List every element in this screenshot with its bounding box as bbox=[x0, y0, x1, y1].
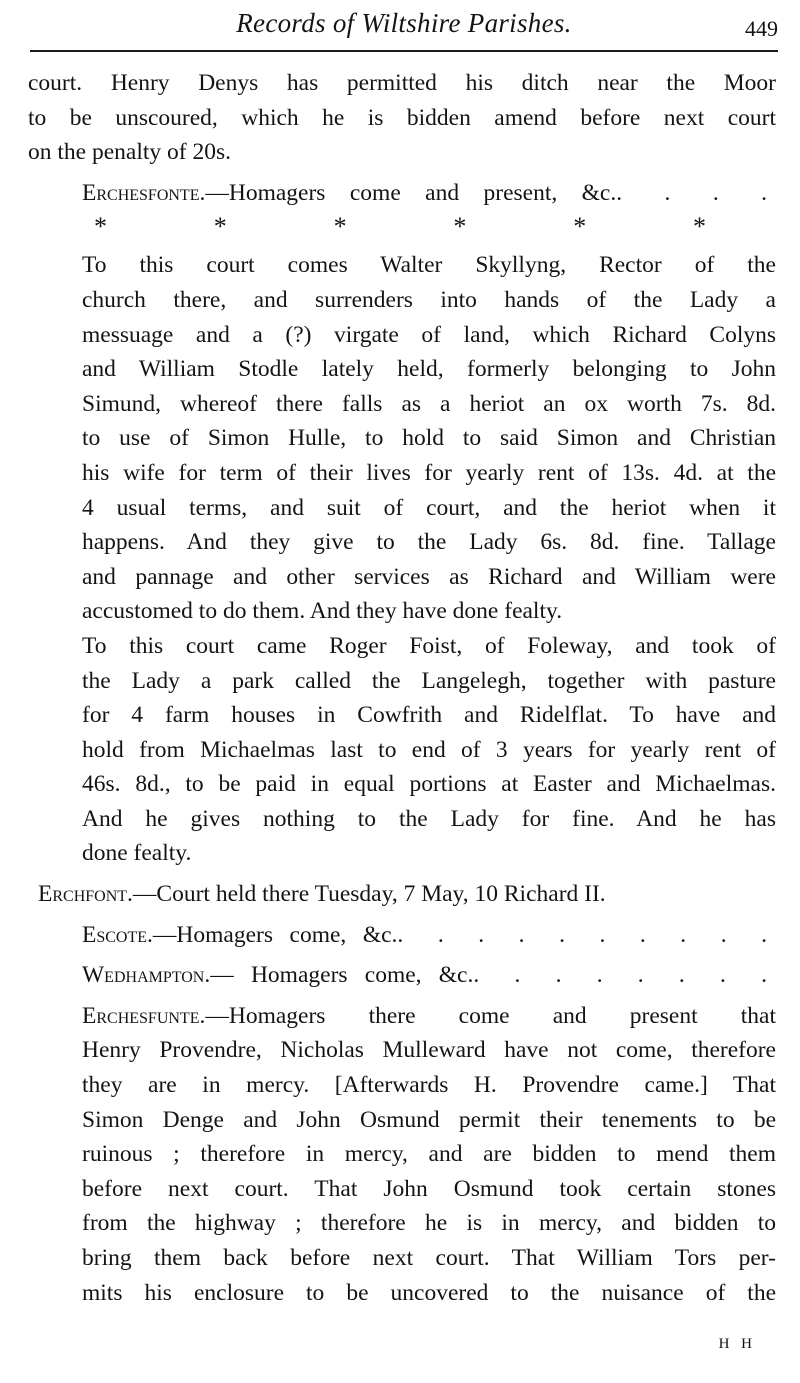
text-line: his wife for term of their lives for yearly rent of 13s. 4d. at the bbox=[82, 459, 776, 486]
place-name: Escote. bbox=[82, 921, 153, 948]
text-line bbox=[28, 958, 776, 993]
page-body bbox=[28, 66, 776, 1310]
paragraph-skyllyng-surrender bbox=[28, 248, 776, 629]
place-name: Wedhampton. bbox=[82, 962, 211, 989]
entry-text: — Homagers come, &c. bbox=[210, 962, 474, 989]
text-line: they are in mercy. [Afterwards H. Provendre came.] That bbox=[82, 1072, 776, 1099]
text-line: To this court comes Walter Skyllyng, Rector of the bbox=[82, 252, 776, 279]
text-line: And he gives nothing to the Lady for fine. And he has bbox=[82, 805, 776, 832]
text-line: for 4 farm houses in Cowfrith and Ridelflat. To have and bbox=[82, 702, 776, 729]
page-number: 449 bbox=[745, 16, 778, 41]
asterisk: * bbox=[213, 212, 227, 242]
text-line: 4 usual terms, and suit of court, and the heriot when it bbox=[82, 494, 776, 521]
paragraph-foist-park bbox=[28, 629, 776, 871]
header-rule bbox=[30, 50, 778, 52]
asterisk: * bbox=[94, 212, 107, 242]
paragraph-erchesfunte bbox=[28, 999, 776, 1310]
running-title: Records of Wiltshire Parishes. bbox=[236, 8, 572, 38]
paragraph-erchesfonte bbox=[28, 176, 776, 211]
entry-text: —Homagers there come and present that bbox=[205, 1002, 776, 1029]
asterisk: * bbox=[453, 212, 467, 242]
asterisk: * bbox=[573, 212, 587, 242]
leader-dots: . . . . . . . . bbox=[473, 962, 776, 989]
text-line: and pannage and other services as Richard and William were bbox=[82, 563, 776, 590]
place-name: Erchfont. bbox=[38, 881, 133, 908]
asterisk: * bbox=[692, 212, 706, 242]
paragraph-escote bbox=[28, 918, 776, 953]
place-name: Erchesfunte. bbox=[82, 1002, 206, 1029]
place-name: Erchesfonte. bbox=[82, 179, 206, 206]
text-line: to use of Simon Hulle, to hold to said Simon and Christian bbox=[82, 425, 776, 452]
text-line: accustomed to do them. And they have done fealty. bbox=[82, 598, 563, 625]
page-header bbox=[30, 6, 778, 46]
text-line: ruinous ; therefore in mercy, and are bidden to mend them bbox=[82, 1141, 776, 1168]
leader-dots: . . . . . . . . . . bbox=[397, 921, 777, 948]
text-line: from the highway ; therefore he is in mercy, and bidden to bbox=[82, 1210, 776, 1237]
text-line: hold from Michaelmas last to end of 3 years for yearly rent of bbox=[82, 736, 776, 763]
signature-mark: H H bbox=[718, 1336, 756, 1352]
text-line bbox=[28, 918, 776, 953]
text-line: done fealty. bbox=[82, 840, 192, 867]
text-line bbox=[28, 176, 776, 211]
text-line bbox=[28, 877, 776, 912]
text-line bbox=[28, 999, 776, 1034]
paragraph-erchfont-court bbox=[28, 877, 776, 912]
text-line: Simon Denge and John Osmund permit their tenements to be bbox=[82, 1106, 776, 1133]
asterisk: * bbox=[333, 212, 347, 242]
text-line: Henry Provendre, Nicholas Mulleward have not come, therefore bbox=[82, 1037, 776, 1064]
text-line: court. Henry Denys has permitted his ditch near the Moor bbox=[28, 70, 776, 96]
text-line: bring them back before next court. That William Tors per- bbox=[82, 1245, 776, 1271]
text-line: to be unscoured, which he is bidden amend before next court bbox=[28, 104, 776, 131]
section-break-asterisks bbox=[28, 210, 776, 244]
text-line: messuage and a (?) virgate of land, which Richard Colyns bbox=[82, 321, 776, 348]
paragraph-wedhampton bbox=[28, 958, 776, 993]
entry-text: —Homagers come and present, &c. bbox=[205, 179, 617, 206]
text-line: church there, and surrenders into hands of the Lady a bbox=[82, 286, 776, 313]
text-line: 46s. 8d., to be paid in equal portions at Easter and Michaelmas. bbox=[82, 771, 776, 798]
text-line: Simund, whereof there falls as a heriot an ox worth 7s. 8d. bbox=[82, 390, 776, 417]
text-line: before next court. That John Osmund took certain stones bbox=[82, 1175, 776, 1202]
text-line: happens. And they give to the Lady 6s. 8d. fine. Tallage bbox=[82, 529, 776, 556]
text-line: mits his enclosure to be uncovered to the nuisance of the bbox=[82, 1279, 776, 1306]
entry-text: —Court held there Tuesday, 7 May, 10 Richard II. bbox=[132, 881, 606, 908]
text-line: the Lady a park called the Langelegh, together with pasture bbox=[82, 667, 776, 694]
leader-dots: . . . . bbox=[616, 179, 776, 206]
text-line: on the penalty of 20s. bbox=[28, 139, 231, 166]
paragraph-court-continuation bbox=[28, 66, 776, 170]
entry-text: —Homagers come, &c. bbox=[152, 921, 398, 948]
text-line: To this court came Roger Foist, of Foleway, and took of bbox=[82, 632, 776, 659]
text-line: and William Stodle lately held, formerly belonging to John bbox=[82, 356, 776, 383]
